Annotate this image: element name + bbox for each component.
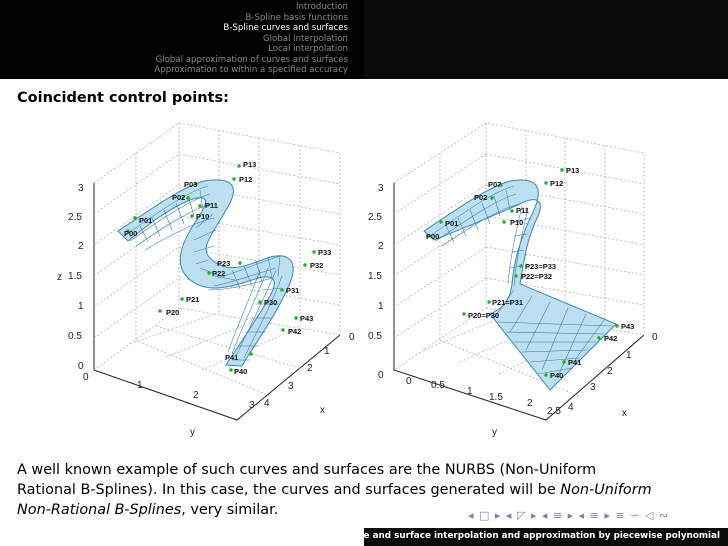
nav-section-global-approximation[interactable]: Global approximation of curves and surfaces (155, 54, 348, 65)
y-tick: 0 (83, 372, 89, 383)
point-label: P42 (288, 327, 302, 336)
point-label: P43 (300, 314, 314, 323)
point-label: P43 (621, 322, 635, 331)
header-right-panel (364, 0, 728, 79)
point-label: P10 (196, 212, 210, 221)
point-label: P32 (310, 261, 324, 270)
nav-section-bspline-curves[interactable]: B-Spline curves and surfaces (223, 23, 348, 33)
x-tick: 1 (324, 346, 330, 357)
y-tick: 0 (406, 376, 412, 387)
nav-section-local-interpolation[interactable]: Local interpolation (268, 44, 348, 54)
point-label: P00 (124, 229, 138, 238)
y-tick: 1.5 (489, 392, 503, 403)
point-label: P11 (205, 201, 218, 210)
point-label: P13 (243, 160, 257, 169)
z-tick: 2.5 (368, 212, 382, 223)
body-line-2-text: Rational B-Splines). In this case, the curves and surfaces generated will be (17, 482, 561, 498)
y-axis-ticks-left (83, 372, 255, 411)
body-line-2 (17, 480, 717, 500)
point-label: P21=P31 (492, 298, 524, 307)
point-label: P10 (510, 218, 524, 227)
point-label: P31 (286, 286, 300, 295)
x-tick: 0 (349, 332, 355, 343)
y-tick: 1 (137, 380, 143, 391)
footer-title: Curve and surface interpolation and approximation by piecewise polynomial (340, 531, 720, 541)
z-tick: 0 (378, 370, 384, 381)
point-label: P23 (217, 259, 231, 268)
x-axis-label: x (320, 405, 325, 416)
point-label: P02 (172, 193, 186, 202)
y-axis-label: y (492, 427, 497, 438)
nav-section-global-interpolation[interactable]: Global interpolation (263, 33, 348, 44)
z-tick: 0 (78, 361, 84, 372)
z-tick: 2 (378, 241, 384, 252)
z-tick: 3 (78, 183, 84, 194)
y-axis-label: y (190, 427, 195, 438)
x-tick: 1 (626, 350, 632, 361)
point-label: P23=P33 (525, 262, 557, 271)
point-label: P40 (234, 367, 248, 376)
grid-back-vertical (94, 123, 179, 370)
point-label: P22=P32 (521, 272, 553, 281)
body-line-3-text: , very similar. (181, 502, 279, 518)
x-tick: 4 (568, 402, 574, 413)
body-line-3-emphasis: Non-Rational B-Splines (17, 502, 182, 518)
point-label: P11 (516, 206, 529, 215)
point-label: P30 (264, 298, 278, 307)
x-tick: 2 (607, 366, 613, 377)
z-tick: 1 (378, 301, 384, 312)
point-label: P21 (186, 295, 200, 304)
x-axis-label: x (622, 408, 627, 419)
point-label: P01 (139, 216, 153, 225)
y-axis-ticks-right (406, 376, 561, 417)
point-label: P00 (426, 232, 440, 241)
surface-plot-left (0, 118, 364, 443)
x-tick: 3 (288, 381, 294, 392)
z-tick: 1.5 (68, 271, 82, 282)
z-axis-ticks-right (368, 183, 384, 381)
point-label: P01 (445, 219, 459, 228)
z-tick: 0.5 (68, 331, 82, 342)
point-label: P13 (566, 166, 580, 175)
point-label: P07 (488, 180, 502, 189)
x-tick: 2 (307, 363, 313, 374)
x-tick: 3 (590, 382, 596, 393)
point-label: P02 (474, 193, 488, 202)
z-tick: 2.5 (68, 212, 82, 223)
point-label: P12 (550, 179, 564, 188)
point-label: P22 (212, 269, 226, 278)
surface-plot-right-svg (364, 118, 728, 443)
z-axis-label: z (57, 272, 62, 283)
y-tick: 0.5 (431, 380, 445, 391)
body-line-1: A well known example of such curves and surfaces are the NURBS (Non-Uniform (17, 462, 597, 478)
nav-section-bspline-basis[interactable]: B-Spline basis functions (245, 12, 348, 23)
y-tick: 2.5 (547, 406, 561, 417)
z-tick: 0.5 (368, 331, 382, 342)
point-label: P03 (184, 180, 198, 189)
point-label: P20 (166, 308, 180, 317)
x-tick: 0 (652, 332, 658, 343)
frame-title: Coincident control points: (17, 90, 229, 106)
footer-bar (340, 528, 728, 546)
nav-section-introduction[interactable]: Introduction (295, 2, 348, 12)
beamer-navigation-symbols[interactable]: ◂ □ ▸ ◂ ◸ ▸ ◂ ≡ ▸ ◂ ≡ ▸ ≡ ∽ ◁ ∾ (468, 509, 670, 522)
point-label: P40 (550, 371, 564, 380)
point-label: P42 (604, 334, 618, 343)
surface-plot-left-svg (0, 118, 364, 443)
x-tick: 4 (264, 398, 270, 409)
z-tick: 1 (78, 301, 84, 312)
point-label: P41 (568, 358, 582, 367)
point-label: P33 (318, 248, 332, 257)
x-axis-ticks-left (264, 332, 355, 409)
z-axis-ticks-left (68, 183, 84, 372)
z-tick: 1.5 (368, 271, 382, 282)
surface-plot-right (364, 118, 728, 443)
point-label: P12 (239, 175, 253, 184)
nav-section-approximation-accuracy[interactable]: Approximation to within a specified accuracy (154, 65, 348, 75)
z-tick: 2 (78, 241, 84, 252)
z-tick: 3 (378, 183, 384, 194)
point-label: P41 (225, 353, 239, 362)
y-tick: 1 (467, 386, 473, 397)
y-tick: 3 (249, 400, 255, 411)
y-tick: 2 (193, 390, 199, 401)
body-line-2-emphasis: Non-Uniform (560, 482, 652, 498)
y-tick: 2 (527, 398, 533, 409)
header-bar (0, 0, 728, 79)
point-label: P20=P30 (468, 311, 500, 320)
